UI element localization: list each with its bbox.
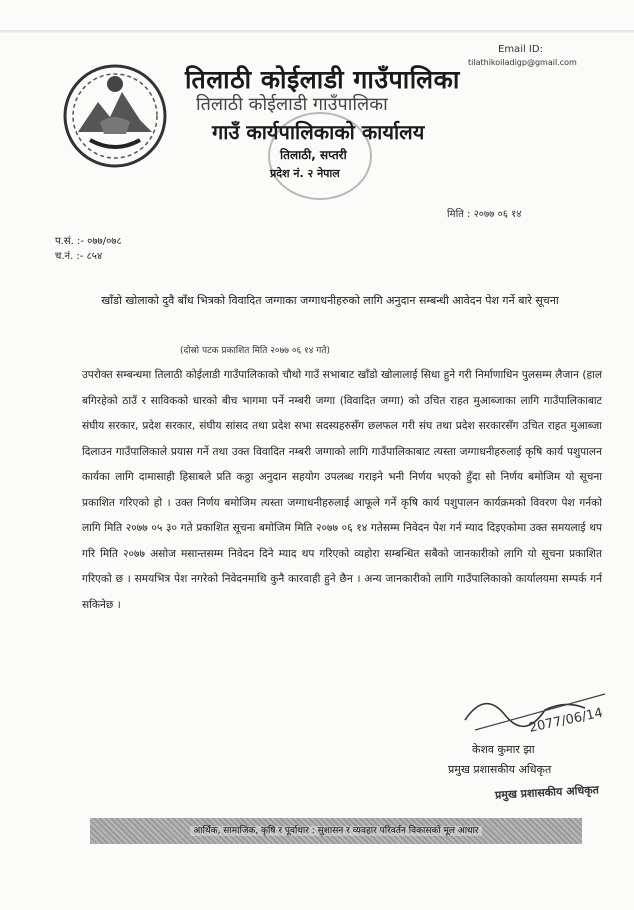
email-label: Email ID: <box>498 44 543 55</box>
reference-numbers <box>55 234 122 264</box>
official-stamp: प्रमुख प्रशासकीय अधिकृत <box>494 783 600 802</box>
municipality-name: तिलाठी कोईलाडी गाउँपालिका <box>185 65 460 94</box>
signatory-title: प्रमुख प्रशासकीय अधिकृत <box>448 763 552 776</box>
office-name: गाउँ कार्यपालिकाको कार्यालय <box>212 120 425 144</box>
nepal-emblem-icon <box>60 62 170 170</box>
signatory-name: केशव कुमार झा <box>472 743 535 756</box>
handwritten-signature <box>455 680 625 740</box>
scan-edge <box>0 30 634 33</box>
letter-date: मिति : २०७७ ०६ १४ <box>447 209 522 220</box>
signature-date: 2077/06/14 <box>527 705 605 736</box>
office-location: तिलाठी, सप्तरी <box>280 148 347 162</box>
notice-body: उपरोक्त सम्बन्धमा तिलाठी कोईलाडी गाउँपालिकाको चौथो गाउँ सभाबाट खाँडो खोलालाई सिधा हुने गरी निर्माणाधिन पुलसम्म लैजान (हाल बगिरहेको ठाउँ र साविकको धारको बीच भागमा पर्ने नम्बरी जग्गा (विवादित जग्गा) को उचित राहत मुआब्जाका लागि गाउँपालिकाबाट संघीय सरकार, प्रदेश सरकार, संघीय सांसद तथा प्रदेश सभा सदस्यहरुसँग छलफल गरी संघ तथा प्रदेश सरकारसँग उचित राहत मुआब्जा दिलाउन गाउँपालिकाले प्रयास गर्ने तथा उक्त विवादित नम्बरी जग्गाको लागि गाउँपालिकाबाट त्यस्ता जग्गाधनीहरुलाई कृषि कार्य पशुपालन कार्यका लागि दामासाही हिसाबले प्रति कठ्ठा अनुदान सहयोग उपलब्ध गराइने भनी निर्णय भएको हुँदा सो निर्णय बमोजिम यो सूचना प्रकाशित गरिएको हो । उक्त निर्णय बमोजिम त्यस्ता जग्गाधनीहरुलाई आफूले गर्ने कृषि कार्य पशुपालन कार्यक्रमको विवरण पेश गर्नको लागि मिति २०७७ ०५ ३० गते प्रकाशित सूचना बमोजिम मिति २०७७ ०६ १४ गतेसम्म निवेदन पेश गर्न म्याद दिइएकोमा उक्त समयलाई थप गरि मिति २०७७ असोज मसान्तसम्म निवेदन दिने म्याद थप गरिएको व्यहोरा सम्बन्धित सबैको जानकारीको लागि यो सूचना प्रकाशित गरिएको छ । समयभित्र पेश नगरेको निवेदनमाथि कुनै कारवाही हुने छैन । अन्य जानकारीको लागि गाउँपालिकाको कार्यालयमा सम्पर्क गर्न सकिनेछ । <box>82 369 602 611</box>
footer-slogan: आर्थिक, सामाजिक, कृषि र पूर्वाधार : सुशासन र व्यवहार परिवर्तन विकासको मूल आधार <box>190 826 481 836</box>
footer-slogan-banner <box>90 818 582 844</box>
municipality-name-alt: तिलाठी कोईलाडी गाउँपालिका <box>196 94 388 115</box>
published-note: (दोस्रो पटक प्रकाशित मिति २०७७ ०६ १४ गते) <box>180 346 330 356</box>
email-address: tilathikoiladigp@gmail.com <box>468 58 577 67</box>
chalani-number: च.नं. :- ८५४ <box>55 251 103 262</box>
notice-subject: खाँडो खोलाको दुवै बाँध भित्रको विवादित जग्गाका जग्गाधनीहरुको लागि अनुदान सम्बन्धी आवेदन पेश गर्ने बारे सूचना <box>101 294 559 307</box>
patra-sankhya: प.सं. :- ०७७/०७८ <box>55 236 122 247</box>
office-province: प्रदेश नं. २ नेपाल <box>270 167 340 180</box>
